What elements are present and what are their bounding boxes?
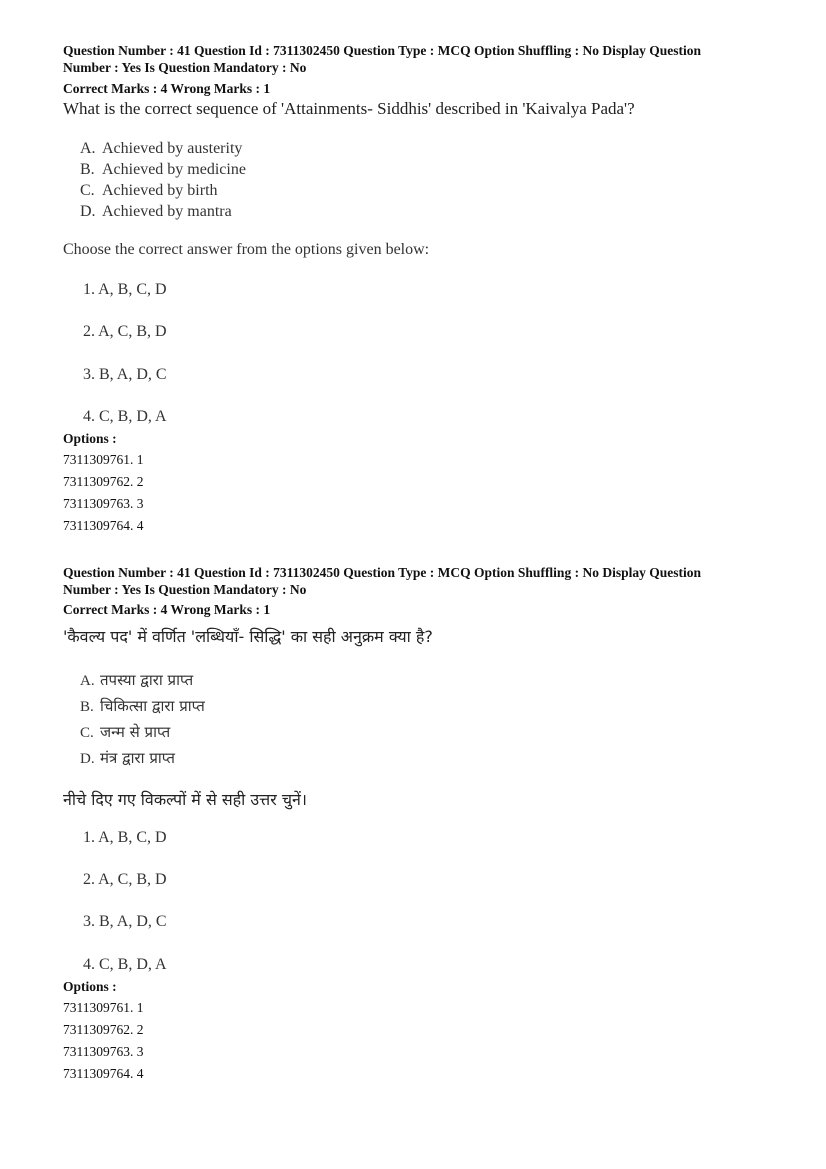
- marks-line: Correct Marks : 4 Wrong Marks : 1: [63, 81, 271, 96]
- instruction-text: नीचे दिए गए विकल्पों में से सही उत्तर चुनें।: [63, 790, 307, 809]
- statement-item: B. चिकित्सा द्वारा प्राप्त: [80, 697, 205, 715]
- answer-choice-3: 3. B, A, D, C: [83, 366, 167, 383]
- question-meta-line1: Question Number : 41 Question Id : 7311302450 Question Type : MCQ Option Shuffling : No Display Question: [63, 565, 701, 580]
- option-id-row: 7311309762. 2: [63, 1022, 144, 1037]
- question-meta-line1: Question Number : 41 Question Id : 7311302450 Question Type : MCQ Option Shuffling : No Display Question: [63, 43, 701, 58]
- question-meta-line2: Number : Yes Is Question Mandatory : No: [63, 582, 307, 597]
- answer-choice-4: 4. C, B, D, A: [83, 408, 167, 425]
- answer-choice-3: 3. B, A, D, C: [83, 913, 167, 930]
- options-heading: Options :: [63, 431, 117, 446]
- statement-item: D. मंत्र द्वारा प्राप्त: [80, 749, 175, 767]
- answer-choice-4: 4. C, B, D, A: [83, 956, 167, 973]
- option-id-row: 7311309763. 3: [63, 1044, 144, 1059]
- statement-item: C. जन्म से प्राप्त: [80, 723, 171, 741]
- statement-item: A. Achieved by austerity: [80, 140, 243, 157]
- option-id-row: 7311309764. 4: [63, 1066, 144, 1081]
- statement-item: A. तपस्या द्वारा प्राप्त: [80, 671, 194, 689]
- option-id-row: 7311309764. 4: [63, 518, 144, 533]
- instruction-text: Choose the correct answer from the options given below:: [63, 241, 430, 258]
- options-heading: Options :: [63, 979, 117, 994]
- statement-item: C. Achieved by birth: [80, 182, 218, 199]
- option-id-row: 7311309761. 1: [63, 1000, 144, 1015]
- option-id-row: 7311309761. 1: [63, 452, 144, 467]
- answer-choice-1: 1. A, B, C, D: [83, 281, 167, 298]
- statement-item: D. Achieved by mantra: [80, 203, 232, 220]
- question-stem: 'कैवल्य पद' में वर्णित 'लब्धियाँ- सिद्धि' का सही अनुक्रम क्या है?: [63, 627, 433, 646]
- question-meta-line2: Number : Yes Is Question Mandatory : No: [63, 60, 307, 75]
- statement-item: B. Achieved by medicine: [80, 161, 246, 178]
- marks-line: Correct Marks : 4 Wrong Marks : 1: [63, 602, 271, 617]
- answer-choice-2: 2. A, C, B, D: [83, 323, 167, 340]
- statement-list: [80, 668, 205, 772]
- statement-list: [80, 138, 246, 222]
- answer-choice-1: 1. A, B, C, D: [83, 829, 167, 846]
- option-id-row: 7311309762. 2: [63, 474, 144, 489]
- answer-choice-2: 2. A, C, B, D: [83, 871, 167, 888]
- option-id-row: 7311309763. 3: [63, 496, 144, 511]
- question-stem: What is the correct sequence of 'Attainments- Siddhis' described in 'Kaivalya Pada'?: [63, 99, 635, 118]
